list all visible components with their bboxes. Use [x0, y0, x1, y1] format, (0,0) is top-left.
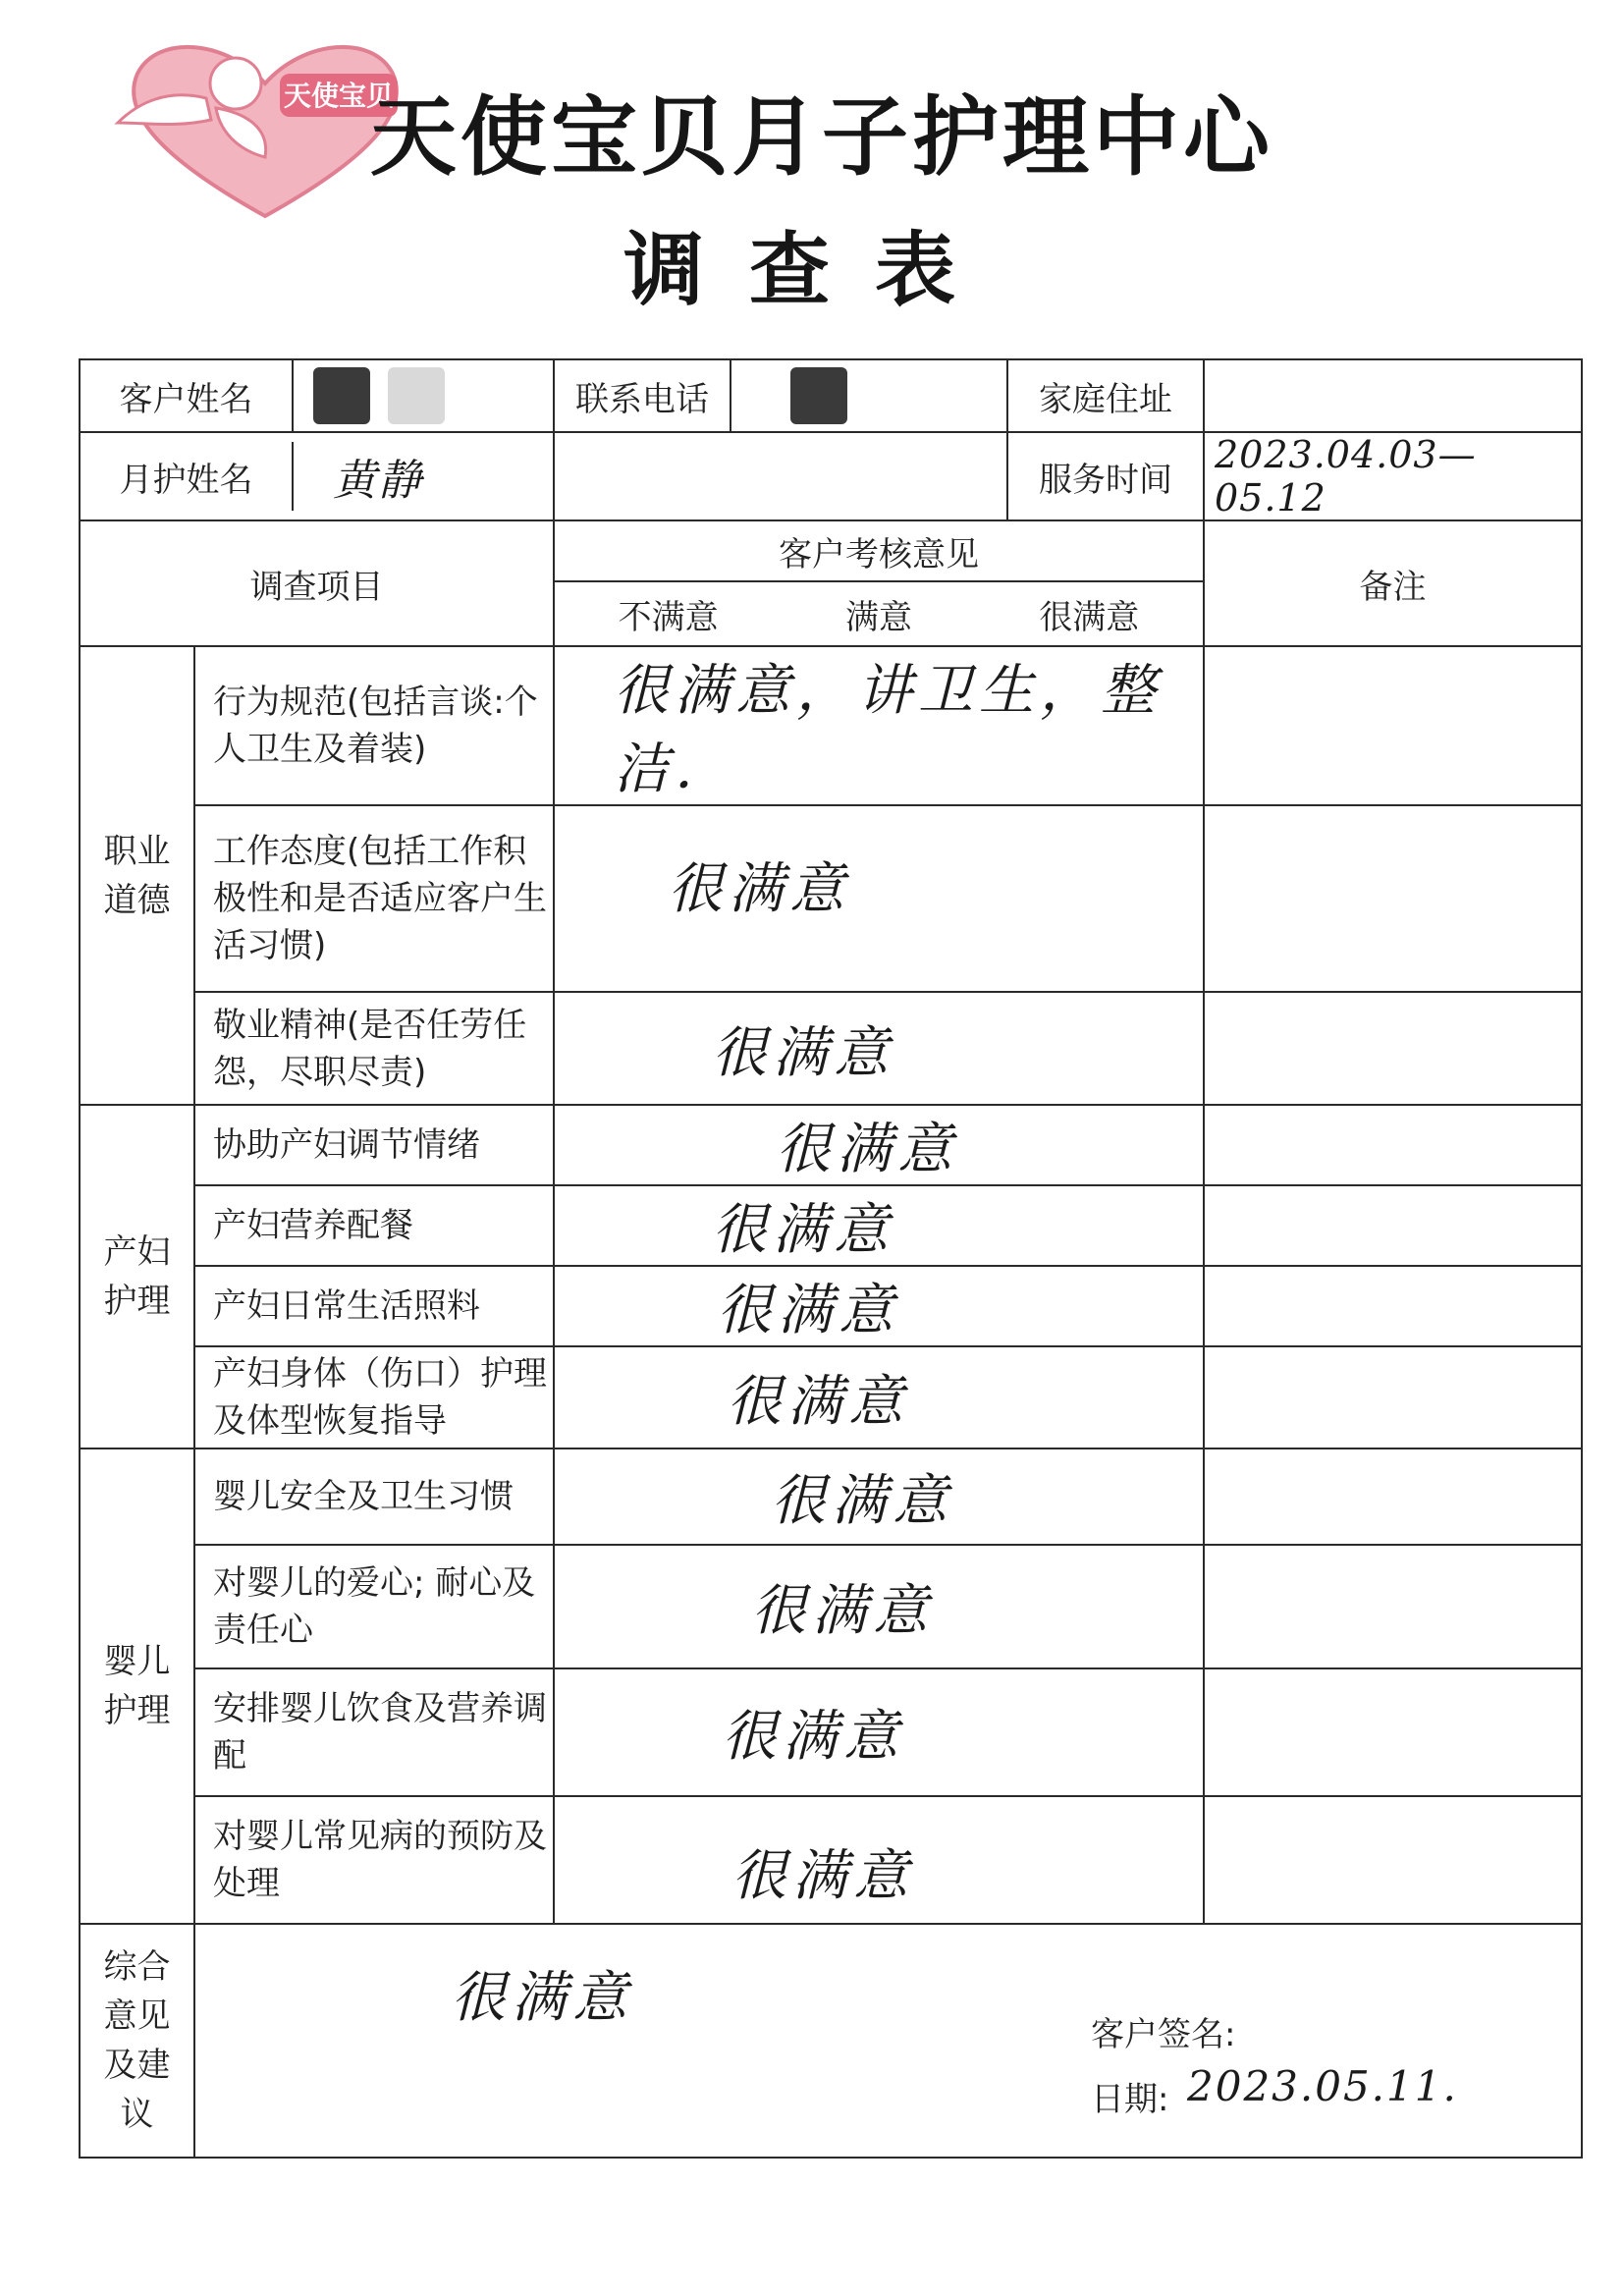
item-cell: 产妇身体（伤口）护理及体型恢复指导 [194, 1346, 554, 1449]
remarks-cell [1204, 1105, 1582, 1185]
option-unsatisfied: 不满意 [618, 597, 719, 637]
blank-cell [554, 432, 1007, 520]
nurse-name-label: 月护姓名 [81, 442, 294, 511]
category-mother-care [80, 1105, 194, 1449]
page-title: 天使宝贝月子护理中心 [369, 86, 1273, 188]
summary-cell [194, 1924, 1582, 2158]
remarks-cell [1204, 1266, 1582, 1346]
service-time-value: 2023.04.03—05.12 [1215, 433, 1477, 519]
date-label: 日期: [1091, 2080, 1169, 2119]
date-value: 2023.05.11. [1187, 2062, 1458, 2110]
handwritten-answer: 很满意 [712, 1020, 894, 1085]
option-satisfied: 满意 [844, 597, 912, 637]
remarks-cell [1204, 646, 1582, 805]
item-cell: 工作态度(包括工作积极性和是否适应客户生活习惯) [194, 805, 554, 992]
answer-cell [554, 1185, 1204, 1266]
address-label: 家庭住址 [1007, 359, 1204, 432]
summary-label-cell [80, 1924, 194, 2158]
options-row [554, 581, 1204, 646]
remarks-cell [1204, 1668, 1582, 1796]
item-cell: 对婴儿常见病的预防及处理 [194, 1796, 554, 1924]
remarks-cell [1204, 1545, 1582, 1668]
handwritten-answer: 很满意 [776, 1118, 958, 1181]
handwritten-answer: 很满意 [771, 1469, 953, 1533]
service-time-value-cell [1204, 432, 1582, 520]
category-ethics [80, 646, 194, 1105]
signature-label: 客户签名: [1091, 2015, 1236, 2054]
remarks-cell [1204, 805, 1582, 992]
category-baby-care [80, 1449, 194, 1924]
handwritten-answer: 很满意 [668, 857, 850, 921]
answer-cell [554, 805, 1204, 992]
category-label: 产妇 护理 [103, 1232, 171, 1321]
item-cell: 婴儿安全及卫生习惯 [194, 1449, 554, 1545]
redaction-block [313, 367, 370, 424]
logo-text: 天使宝贝 [283, 80, 395, 112]
remarks-cell [1204, 1796, 1582, 1924]
item-cell: 行为规范(包括言谈:个人卫生及着装) [194, 646, 554, 805]
nurse-row [80, 432, 554, 520]
remarks-header: 备注 [1204, 520, 1582, 646]
handwritten-answer: 很满意 [731, 1844, 914, 1908]
handwritten-answer: 很满意，讲卫生，整洁． [614, 659, 1162, 801]
redaction-block [790, 367, 847, 424]
answer-cell [554, 1449, 1204, 1545]
remarks-cell [1204, 1346, 1582, 1449]
answer-cell [554, 1796, 1204, 1924]
answer-cell [554, 1346, 1204, 1449]
summary-answer: 很满意 [451, 1966, 633, 2030]
summary-label: 综合 意见 及建 议 [103, 1947, 171, 2134]
item-cell: 安排婴儿饮食及营养调配 [194, 1668, 554, 1796]
redaction-block [388, 367, 445, 424]
answer-cell [554, 1668, 1204, 1796]
item-cell: 敬业精神(是否任劳任怨，尽职尽责) [194, 992, 554, 1105]
handwritten-answer: 很满意 [717, 1279, 899, 1342]
remarks-cell [1204, 992, 1582, 1105]
nurse-name-value: 黄静 [333, 456, 423, 506]
handwritten-answer: 很满意 [712, 1198, 894, 1262]
item-cell: 产妇日常生活照料 [194, 1266, 554, 1346]
item-cell: 协助产妇调节情绪 [194, 1105, 554, 1185]
item-cell: 产妇营养配餐 [194, 1185, 554, 1266]
answer-cell [554, 1105, 1204, 1185]
phone-value [731, 359, 1007, 432]
service-time-label: 服务时间 [1007, 432, 1204, 520]
remarks-cell [1204, 1449, 1582, 1545]
customer-name-label: 客户姓名 [81, 360, 294, 431]
handwritten-answer: 很满意 [722, 1705, 904, 1769]
option-very-satisfied: 很满意 [1039, 597, 1140, 637]
category-label: 婴儿 护理 [103, 1642, 171, 1730]
answer-cell [554, 646, 1204, 805]
address-value [1204, 359, 1582, 432]
item-header: 调查项目 [80, 520, 554, 646]
page-subtitle: 调查表 [623, 224, 1001, 317]
survey-table [79, 358, 1583, 2159]
customer-row [80, 359, 554, 432]
customer-name-value [294, 360, 553, 431]
item-cell: 对婴儿的爱心; 耐心及责任心 [194, 1545, 554, 1668]
answer-cell [554, 992, 1204, 1105]
answer-cell [554, 1545, 1204, 1668]
answer-cell [554, 1266, 1204, 1346]
remarks-cell [1204, 1185, 1582, 1266]
phone-label: 联系电话 [554, 359, 731, 432]
opinion-header: 客户考核意见 [554, 520, 1204, 581]
handwritten-answer: 很满意 [727, 1370, 909, 1434]
category-label: 职业 道德 [103, 831, 171, 920]
handwritten-answer: 很满意 [751, 1579, 934, 1643]
